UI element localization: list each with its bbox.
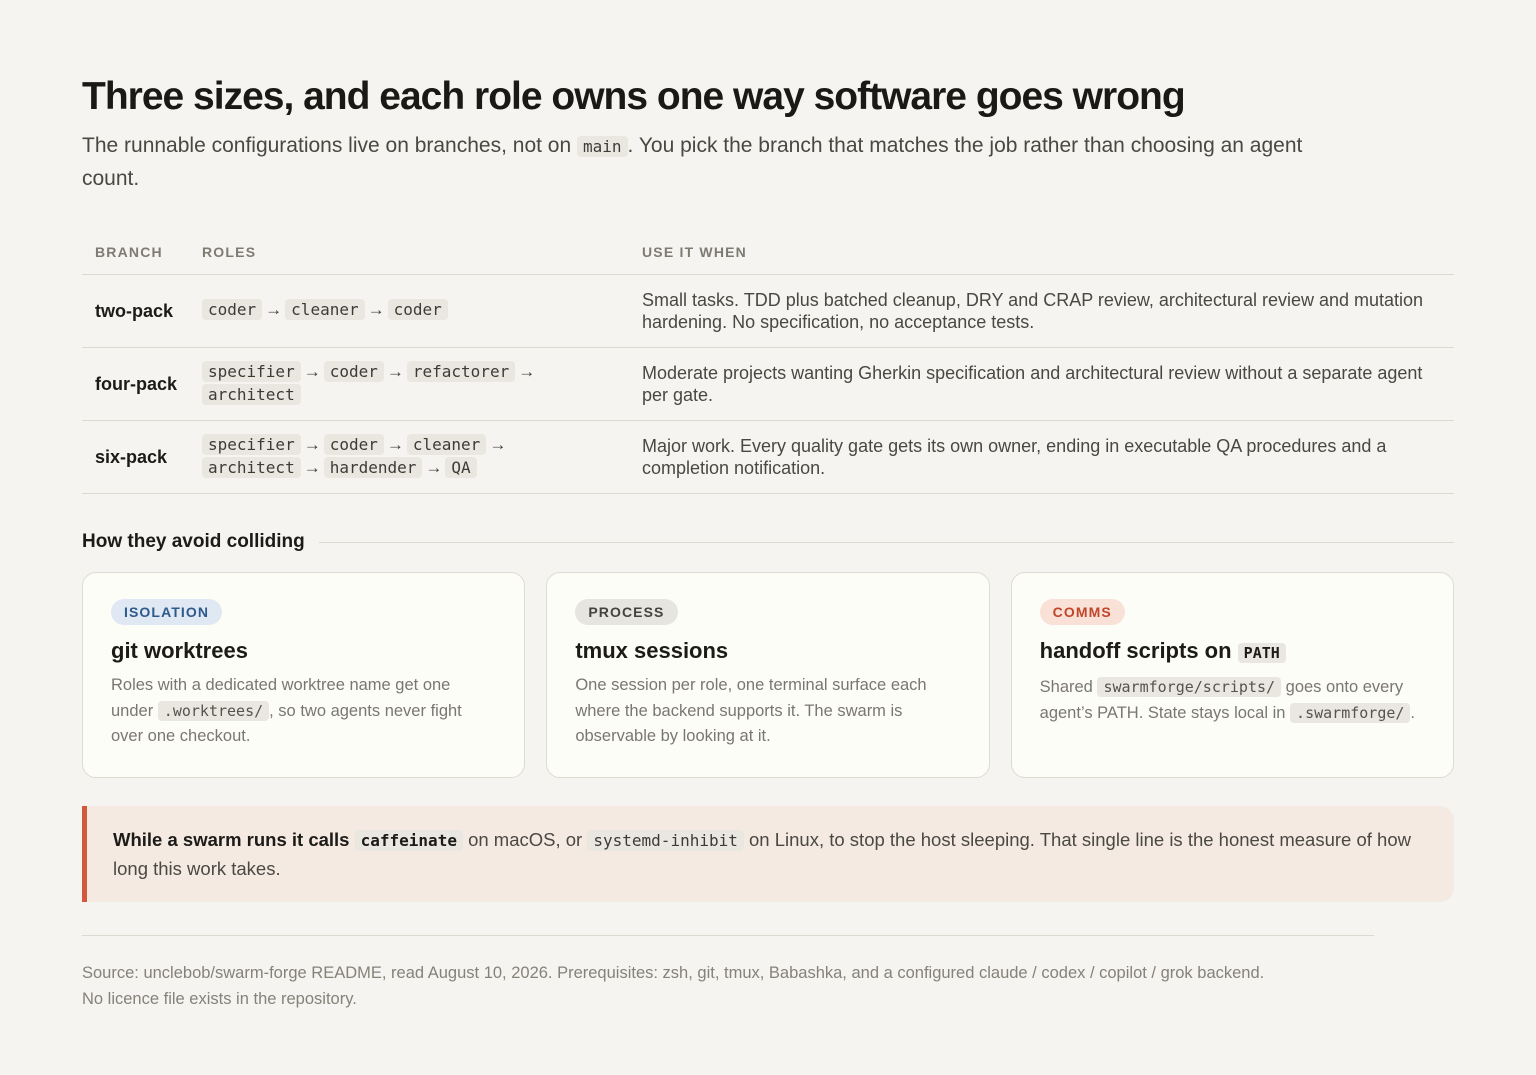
card-isolation	[82, 572, 525, 778]
page	[82, 74, 1454, 1008]
card-process	[546, 572, 989, 778]
role-line	[202, 457, 569, 480]
branch-name: four-pack	[82, 347, 189, 420]
card-body-handoff	[1040, 675, 1425, 726]
use-when: Major work. Every quality gate gets its own owner, ending in executable QA procedures and a completion notification.	[629, 420, 1454, 493]
role-chain	[189, 274, 629, 347]
role-chip: coder	[202, 299, 262, 320]
arrow-right-icon: →	[386, 361, 404, 381]
section-heading	[82, 531, 1454, 553]
table-body	[82, 274, 1454, 493]
arrow-right-icon: →	[386, 434, 404, 454]
arrow-right-icon: →	[303, 434, 321, 454]
role-chip: coder	[324, 361, 384, 382]
code-systemd-inhibit: systemd-inhibit	[587, 830, 744, 851]
role-chain	[189, 420, 629, 493]
code-path: PATH	[1238, 643, 1286, 663]
callout-note	[82, 806, 1454, 902]
card-title-worktrees: git worktrees	[111, 638, 248, 663]
footer-divider	[82, 935, 1374, 936]
col-header-roles: ROLES	[189, 236, 629, 274]
code-worktrees-dir: .worktrees/	[158, 701, 269, 721]
card-body-text: .	[1410, 703, 1416, 722]
branch-name: six-pack	[82, 420, 189, 493]
col-header-use: USE IT WHEN	[629, 236, 1454, 274]
badge-comms: COMMS	[1040, 599, 1125, 625]
code-scripts-dir: swarmforge/scripts/	[1097, 677, 1281, 697]
card-body-text: , so two agents never fight over one checkout.	[111, 701, 462, 746]
code-swarmforge-dir: .swarmforge/	[1290, 703, 1410, 723]
table-row	[82, 347, 1454, 420]
col-header-branch: BRANCH	[82, 236, 189, 274]
arrow-right-icon: →	[303, 457, 321, 477]
subtitle-code-main: main	[577, 136, 628, 157]
role-chip: specifier	[202, 434, 301, 455]
subtitle-text-end: . You pick the branch that matches the job rather than choosing an agent count.	[82, 134, 1303, 190]
arrow-right-icon: →	[518, 361, 536, 381]
badge-isolation: ISOLATION	[111, 599, 222, 625]
role-chip: QA	[445, 457, 476, 478]
role-chip: coder	[324, 434, 384, 455]
arrow-right-icon: →	[303, 361, 321, 381]
page-title: Three sizes, and each role owns one way software goes wrong	[82, 75, 1185, 118]
page-subtitle	[82, 130, 1312, 195]
card-body-text: Roles with a dedicated worktree name get one under	[111, 676, 451, 720]
branch-table	[82, 236, 1454, 494]
role-line	[202, 361, 569, 384]
role-chip: specifier	[202, 361, 301, 382]
card-body-text: goes onto every agent’s PATH. State stays local in	[1039, 678, 1404, 722]
section-divider	[319, 542, 1454, 543]
role-chip: hardender	[324, 457, 423, 478]
card-title-tmux: tmux sessions	[575, 638, 729, 663]
branch-name: two-pack	[82, 274, 189, 347]
role-chip: cleaner	[285, 299, 364, 320]
card-row	[82, 572, 1454, 778]
role-chip: cleaner	[407, 434, 486, 455]
role-chip: refactorer	[407, 361, 515, 382]
arrow-right-icon: →	[425, 457, 443, 477]
table-row	[82, 420, 1454, 493]
arrow-right-icon: →	[265, 300, 283, 319]
role-chip: coder	[388, 299, 448, 320]
table-header-row	[82, 236, 1454, 274]
card-comms	[1011, 572, 1454, 778]
footer-line-2: No licence file exists in the repository.	[82, 990, 357, 1008]
use-when: Small tasks. TDD plus batched cleanup, DRY and CRAP review, architectural review and mutation hardening. No specification, no acceptance tests.	[629, 274, 1454, 347]
role-chain	[189, 347, 629, 420]
callout-text: on Linux, to stop the host sleeping. That single line is the honest measure of how long this work takes.	[113, 829, 1411, 879]
use-when: Moderate projects wanting Gherkin specification and architectural review without a separate agent per gate.	[629, 347, 1454, 420]
subtitle-text-start: The runnable configurations live on branches, not on	[82, 134, 572, 157]
role-chip: architect	[202, 457, 301, 478]
footer-line-1: Source: unclebob/swarm-forge README, read August 10, 2026. Prerequisites: zsh, git, tmux, Babashka, and a configured claude / codex / copilot / grok backend.	[82, 964, 1265, 982]
callout-lead: While a swarm runs it calls	[113, 829, 350, 850]
card-title-handoff	[1040, 637, 1425, 667]
card-body-tmux: One session per role, one terminal surface each where the backend supports it. The swarm is observable by looking at it.	[575, 676, 927, 746]
badge-process: PROCESS	[575, 599, 677, 625]
code-caffeinate: caffeinate	[355, 830, 463, 851]
role-line	[202, 299, 569, 322]
role-line	[202, 434, 569, 457]
role-line	[202, 384, 569, 407]
role-chip: architect	[202, 384, 301, 405]
arrow-right-icon: →	[367, 300, 385, 319]
card-body-worktrees	[111, 673, 496, 750]
section-title: How they avoid colliding	[82, 531, 305, 552]
callout-text: on macOS, or	[468, 829, 583, 850]
arrow-right-icon: →	[489, 434, 507, 454]
card-body-text: Shared	[1039, 678, 1093, 696]
card-title-text: handoff scripts on	[1039, 638, 1232, 663]
footer-source	[82, 960, 1402, 1012]
table-row	[82, 274, 1454, 347]
